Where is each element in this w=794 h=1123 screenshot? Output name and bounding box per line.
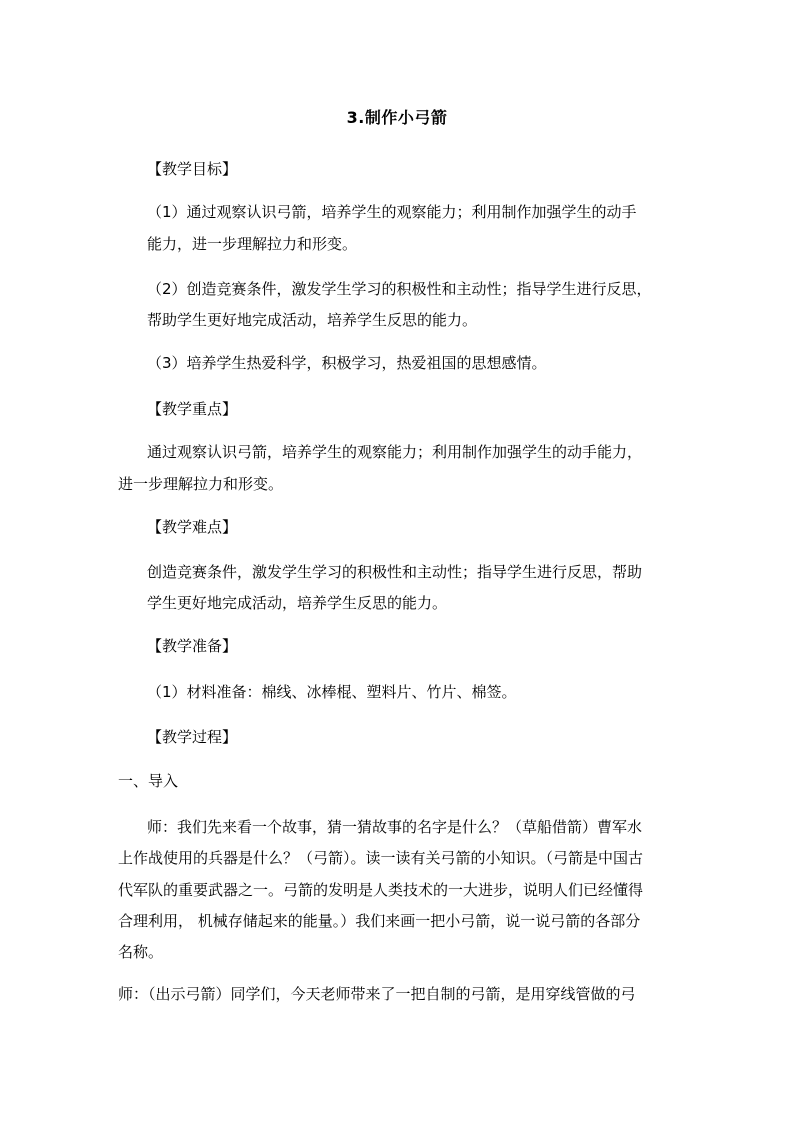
heading-key-points: 【教学重点】 xyxy=(147,400,238,418)
objective-1-line-2: 能力，进一步理解拉力和形变。 xyxy=(147,235,358,253)
key-points-line-2: 进一步理解拉力和形变。 xyxy=(118,475,284,493)
intro-paragraph-line-4: 合理利用， 机械存储起来的能量。）我们来画一把小弓箭，说一说弓箭的各部分 xyxy=(118,912,641,930)
intro-paragraph-line-5: 名称。 xyxy=(118,943,164,961)
difficulties-line-1: 创造竞赛条件，激发学生学习的积极性和主动性；指导学生进行反思，帮助 xyxy=(147,563,643,581)
intro-paragraph-line-2: 上作战使用的兵器是什么？（弓箭）。读一读有关弓箭的小知识。（弓箭是中国古 xyxy=(118,849,644,867)
heading-difficulties: 【教学难点】 xyxy=(147,518,238,536)
document-title: 3.制作小弓箭 xyxy=(346,108,448,127)
objective-2-line-1: （2）创造竞赛条件，激发学生学习的积极性和主动性；指导学生进行反思， xyxy=(147,280,652,298)
objective-2-line-2: 帮助学生更好地完成活动，培养学生反思的能力。 xyxy=(147,311,478,329)
heading-process: 【教学过程】 xyxy=(147,728,238,746)
intro-paragraph-line-1: 师：我们先来看一个故事，猜一猜故事的名字是什么？（草船借箭）曹军水 xyxy=(147,818,643,836)
intro-paragraph-line-3: 代军队的重要武器之一。弓箭的发明是人类技术的一大进步，说明人们已经懂得 xyxy=(118,881,644,899)
objective-1-line-1: （1）通过观察认识弓箭，培养学生的观察能力；利用制作加强学生的动手 xyxy=(147,203,637,221)
preparation-line-1: （1）材料准备：棉线、冰棒棍、塑料片、竹片、棉签。 xyxy=(147,683,517,701)
intro-heading: 一、导入 xyxy=(118,772,179,790)
objective-3-line-1: （3）培养学生热爱科学，积极学习，热爱祖国的思想感情。 xyxy=(147,354,547,372)
key-points-line-1: 通过观察认识弓箭，培养学生的观察能力；利用制作加强学生的动手能力， xyxy=(147,443,643,461)
difficulties-line-2: 学生更好地完成活动，培养学生反思的能力。 xyxy=(147,594,448,612)
heading-preparation: 【教学准备】 xyxy=(147,637,238,655)
heading-objectives: 【教学目标】 xyxy=(147,160,238,178)
paragraph-2-line-1: 师：（出示弓箭）同学们，今天老师带来了一把自制的弓箭，是用穿线管做的弓 xyxy=(118,985,636,1003)
